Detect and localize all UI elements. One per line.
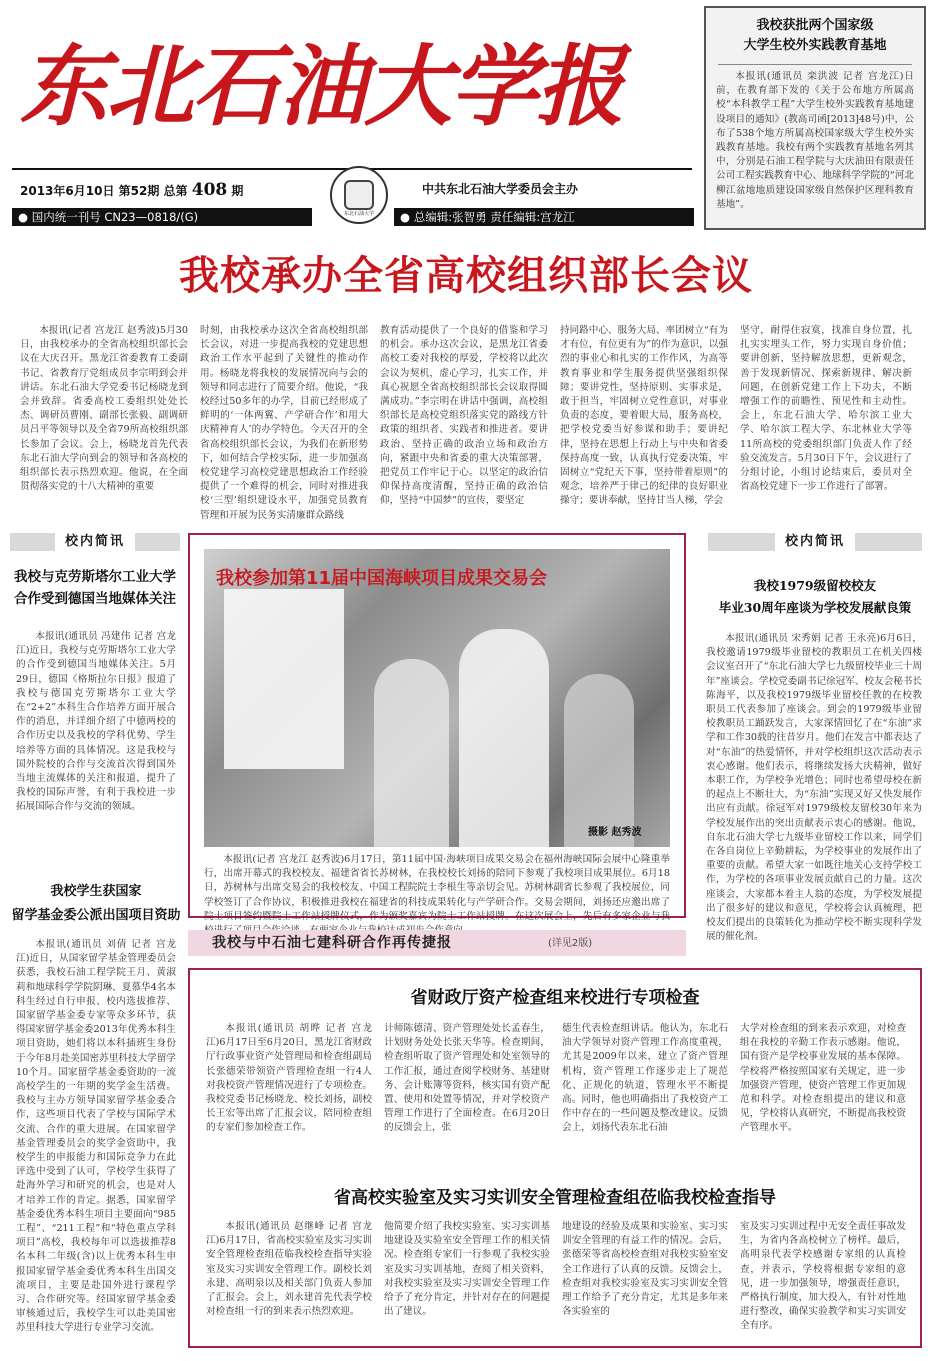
inspect-column: 地建设的经验及成果和实验室、实习实训安全管理的有益工作的情况。会后，张德荣等省高校检查组对我校实验室安全工作进行了认真的反馈。反馈会上，检查组对我校实验室及实习实训安全管理工作给予了充分肯定，尤其是多年来各实验室的 bbox=[562, 1221, 728, 1318]
right-news-body: 本报讯(通讯员 宋秀娟 记者 王永亮)6月6日，我校邀请1979级毕业留校的教职员工在机关四楼会议室召开了“东北石油大学七九级留校毕业三十周年”座谈会。学校党委副书记徐冠军、校友会秘书长陈海平，以及我校1979级毕业留校任教的在校教职员工代表参加了座谈会。到会的1979级毕业留校教职员工踊跃发言，大家深情回忆了在“东油”求学和工作30载的往昔岁月。他们在发言中都表达了对“东油”的热爱情怀，并对学校组织这次活动表示衷心感谢。他们表示，将继续发扬大庆精神，做好本职工作，为学校争光增色；同时也希望母校在新的起点上不断壮大，为“东油”实现又好又快发展作出应有贡献。徐冠军对1979级校友留校30年来为学校发展作出的突出贡献表示衷心的感谢。他说，自东北石油大学七九级毕业留校工作以来，同学们在各自岗位上辛勤耕耘，为学校事业的发展作出了重要的贡献。希望大家一如既往地关心支持学校工作，为学校的各项事业发展贡献自己的力量。这次座谈会，大家都本着主人翁的态度，为学校发展提出了很多好的建议和意见，学校将会认真梳理，把校友们提出的良策转化为推动学校不断实现科学发展的催化剂。 bbox=[706, 633, 922, 943]
right-section-bar bbox=[708, 533, 922, 551]
bullet-icon: ● bbox=[400, 210, 414, 224]
cross-ref-strip bbox=[188, 930, 686, 956]
strip-headline: 我校与中石油七建科研合作再传捷报 bbox=[212, 935, 452, 951]
photo-display-board bbox=[224, 589, 344, 769]
sponsor-line: 中共东北石油大学委员会主办 bbox=[422, 182, 579, 196]
left-section-label: 校内简讯 bbox=[55, 533, 135, 551]
inspect-column: 大学对检查组的到来表示欢迎，对检查组在我校的辛勤工作表示感谢。他说，国有资产是学校事业发展的基本保障。学校将严格按照国家有关规定，进一步加强资产管理，使资产管理工作更加规范和科学。对检查组提出的建议和意见，学校将认真研究，不断提高我校资产管理水平。 bbox=[740, 1023, 906, 1134]
cn-number: 国内统一刊号 CN23—0818/(G) bbox=[31, 210, 199, 224]
lead-column: 本报讯(记者 宫龙江 赵秀波)5月30日，由我校承办的全省高校组织部长会议在大庆召开。黑龙江省委教育工委副书记、省教育厅党组成员李宗明到会并讲话。东北石油大学党委书记杨晓龙到会并致辞。省委高校工委组织处处长杰、调研员曹刚、副部长张毅、副调研员吕平等领导以及全省79所高校组织部长参加了会议。会上，杨晓龙首先代表东北石油大学向到会的领导和各高校的组织部长表示热烈欢迎。他说，在全面贯彻落实党的十八大精神的重要 bbox=[20, 325, 188, 493]
photo-figure bbox=[459, 629, 549, 847]
inspect-column: 本报讯(通讯员 胡晔 记者 宫龙江)6月17日至6月20日，黑龙江省财政厅行政事业资产处管理局和检查组副局长张德荣带领资产管理检查组一行4人对我校资产管理情况进行了专项检查。我校党委书记杨晓龙、校长刘扬，副校长王宏等出席了汇报会议，陪同检查组的专家们参加检查工作。 bbox=[206, 1023, 372, 1134]
top-right-article bbox=[704, 6, 926, 230]
inspect-column: 计师陈德清、资产管理处处长孟春生，计划财务处处长张天华等。检查期间，检查组听取了资产管理处和处室领导的工作汇报，通过查阅学校财务、基建财务、会计账簿等资料，核实国有资产配置、使用和处置等情况，并对学校资产管理工作进行了全面检查。在6月20日的反馈会上，张 bbox=[384, 1023, 550, 1134]
strip-note: (详见2版) bbox=[548, 938, 593, 949]
lead-column: 教育活动提供了一个良好的借鉴和学习的机会。承办这次会议，是黑龙江省委高校工委对我校的厚爱，学校将以此次会议为契机，虚心学习，扎实工作，并真心祝愿全省高校组织部长会议取得圆满成功。”李宗明在讲话中强调，高校组织部长是高校党组织落实党的路线方针政策的组织者、实践者和推进者。要讲政治、坚持正确的政治立场和政治方向，紧跟中央和省委的重大决策部署，把党员工作牢记于心。以坚定的政治信仰保持高度清醒，坚持正确的政治信仰，坚持“中国梦”的宣传，要坚定 bbox=[380, 325, 548, 507]
bullet-icon: ● bbox=[18, 210, 32, 224]
inspection-box bbox=[188, 968, 922, 1348]
feature-box bbox=[188, 533, 686, 922]
masthead bbox=[12, 8, 695, 230]
top-right-headline: 我校获批两个国家级 大学生校外实践教育基地 bbox=[743, 18, 887, 53]
lead-column: 时刻，由我校承办这次全省高校组织部长会议，对进一步提高我校的党建思想政治工作水平起到了关键性的推动作用。杨晓龙将我校的发展情况向与会的领导和同志进行了简要介绍。他说，“我校经过50多年的办学，目前已经形成了鲜明的‘一体两翼、产学研合作’和用大庆精神育人’的办学特色。今天召开的全省高校组织部长会议，为我们在新形势下，如何结合学校实际，进一步加强高校党建学习高校党建思想政治工作经验提供了一个难得的机会，同时对推进我校‘三型’组织建设水平，加强党员教育管理和开展为民务实清廉群众路线 bbox=[200, 325, 368, 521]
editor-bar bbox=[394, 208, 694, 226]
cn-bar bbox=[12, 208, 312, 226]
lead-column: 坚守，耐得住寂寞，找准自身位置，扎扎实实埋头工作，努力实现自身价值；要讲创新，坚持解放思想，更新观念，善于发现新情况、探索新规律、解决新问题，在创新党建工作上下功夫，不断增强工作的前瞻性、预见性和主动性。会上，东北石油大学、哈尔滨工业大学、哈尔滨工程大学、东北林业大学等11所高校的党委组织部门负责人作了经验交流发言。5月30日下午，会议进行了分组讨论，小组讨论结束后，委员对全省高校党建下一步工作进行了部署。 bbox=[740, 325, 912, 493]
issue-number: 第52期 bbox=[118, 184, 160, 198]
feature-caption: 本报讯(记者 宫龙江 赵秀波)6月17日，第11届中国·海峡项目成果交易会在福州海峡国际会展中心隆重举行，出席开幕式的我校校友、福建省省长苏树林，在我校校长刘扬的陪同下参观了我校项目成果展位。6月18日，苏树林与出席交易会的我校校友、中国工程院院士李根生等亲切会见。苏树林副省长参观了我校展位，同学校签订了合作协议，积极推进我校在福建省的科技成果转化与产学研合作。交易会期间，刘扬还应邀出席了院士项目签约暨院士工作站授牌仪式，作为颁奖嘉宾为院士工作站授牌。在这次展会上，先后有多家企业与我 bbox=[204, 854, 670, 922]
masthead-title: 东北石油大学报 bbox=[20, 34, 623, 138]
editors: 总编辑:张智勇 责任编辑:宫龙江 bbox=[413, 210, 575, 224]
issue-date: 2013年6月10日 bbox=[20, 184, 115, 198]
photo-figure bbox=[374, 659, 449, 847]
right-section-label: 校内简讯 bbox=[775, 533, 855, 551]
inspect-column: 德生代表检查组讲话。他认为，东北石油大学领导对资产管理工作高度重视，尤其是2009年以来，建立了资产管理机构，资产管理工作逐步走上了规范化、正规化的轨道，管理水平不断提高。同时，他也明确指出了我校资产工作中存在的一些问题及整改建议。反馈会上，刘扬代表东北石油 bbox=[562, 1023, 728, 1134]
left-section-bar bbox=[10, 533, 180, 551]
left-news2-headline: 我校学生获国家 留学基金委公派出国项目资助 bbox=[11, 884, 181, 923]
inspect-column: 室及实习实训过程中无安全责任事故发生，为省内各高校树立了榜样。最后，高明泉代表学校感谢专家组的认真检查，并表示，学校将根据专家组的意见，进一步加强领导，增强责任意识，严格执行制度，加大投入，有针对性地进行整改，确保实验教学和实习实训安全有序。 bbox=[740, 1221, 906, 1332]
inspect-column: 他简要介绍了我校实验室、实习实训基地建设及实验室安全管理工作的相关情况。检查组专家们一行参观了我校实验室及实习实训基地，查阅了相关资料，对我校实验室及实习实训安全管理工作给予了充分肯定，并针对存在的问题提出了建议。 bbox=[384, 1221, 550, 1318]
left-news1-headline: 我校与克劳斯塔尔工业大学 合作受到德国当地媒体关注 bbox=[14, 569, 176, 607]
issue-line bbox=[20, 180, 243, 200]
divider bbox=[718, 64, 912, 65]
issue-total-number: 408 bbox=[191, 180, 228, 200]
photo-figure bbox=[564, 674, 634, 847]
inspect-headline-2: 省高校实验室及实习实训安全管理检查组莅临我校检查指导 bbox=[334, 1188, 776, 1208]
issue-total-suffix: 期 bbox=[231, 184, 244, 198]
issue-total-label: 总第 bbox=[163, 184, 188, 198]
seal-inner-icon bbox=[344, 180, 374, 210]
left-news1-body: 本报讯(通讯员 冯建伟 记者 宫龙江)近日，我校与克劳斯塔尔工业大学的合作受到德国当地媒体关注。5月29日，德国《格斯拉尔日报》报道了我校与德国克劳斯塔尔工业大学在“2+2”本科生合作培养方面开展合作的消息，并详细介绍了中德两校的合作历史以及我校的学科优势、学生培养等方面的具体情况。这是我校与国外院校的合作与交流首次得到国外当地主流媒体的关注和报道，提升了我校的国际声誉，有利于我校进一步拓展国际合作与交流的领域。 bbox=[16, 631, 176, 813]
photo-credit: 摄影 赵秀波 bbox=[588, 827, 642, 838]
lead-headline: 我校承办全省高校组织部长会议 bbox=[179, 253, 753, 299]
left-news2-body: 本报讯(通讯员 刘倩 记者 宫龙江)近日，从国家留学基金管理委员会获悉，我校石油工程学院王月、黄淑莉和地球科学学院阴琳、夏慕华4名本科生经过自行申报、校内选拔推荐、国家留学基金委专家等众多环节，获得国家留学基金委2013年优秀本科生项目资助，她们将以本科插班生身份于今年8月赴美国密苏里科技大学留学10个月。国家留学基金委资助的一流高校学生的一年期的奖学金生活费。我校与主办方领导国家留学基金委合作，这些项目代表了学校与国际学术交流、合作的重大进展。在国家留学基金管理委员会的奖学金资助中，我校学生的申报能力和国际竞争力在此评选中受到了认可，学校学生获得了赴海外学习和研究的机会，也是对人才培养工作的肯定。据悉，国家留学基金委优秀本科生项目主要面向“985工程”、“211工程”和“特色重点学科项目”高校，我校每年可以选拔推荐8名本科二年级(含)以上优秀本科生申报国家留学基金委优秀本科生出国交流项目，主要是赴国外进行课程学习、合作研究等。经国家留学基金委审核通过后，我校学生可以赴美国密苏里科技大学进行专业学习交流。 bbox=[16, 939, 176, 1334]
seal-text: 东北石油大学 bbox=[343, 211, 374, 217]
top-right-body: 本报讯(通讯员 栾洪波 记者 宫龙江)日前，在教育部下发的《关于公布地方所属高校“本科教学工程”大学生校外实践教育基地建设项目的通知》(教高司函[2013]48号)中，公布了538个地方所属高校国家级大学生校外实践教育基地。我校有两个实践教育基地名列其中，分别是石油工程学院与大庆油田有限责任公司工程实践教育中心、地球科学学院的“河北柳江盆地地质建设国家级自然保护区理科教育基地”。 bbox=[716, 71, 914, 210]
feature-headline: 我校参加第11届中国海峡项目成果交易会 bbox=[216, 568, 548, 589]
lead-column: 持同路中心、服务大局、率团树立“有为才有位，有位更有为”的作为意识，以强烈的事业心和扎实的工作作风，为高等教育事业和学生服务提供坚强组织保障；要讲党性，坚持原则、实事求是，敢于担当，牢固树立党性意识，对事业负责的态度，要着眼大局，服务高校，把学校党委当好参谋和助手；要讲纪律，坚持在思想上行动上与中央和省委保持高度一致，认真执行党委决策，牢固树立“党纪天下事，坚持带着原则”的观念，培养严于律己的纪律的良好职业操守；要讲奉献，坚持甘当人梯，学会 bbox=[560, 325, 728, 507]
university-seal bbox=[330, 166, 388, 224]
feature-photo bbox=[204, 549, 670, 847]
inspect-headline-1: 省财政厅资产检查组来校进行专项检查 bbox=[410, 988, 700, 1008]
inspect-column: 本报讯(通讯员 赵继峰 记者 宫龙江)6月17日，省高校实验室及实习实训安全管理检查组莅临我校检查指导实验室及实习实训安全管理工作。副校长刘永建、高明泉以及相关部门负责人参加了汇报会。会上，刘永建首先代表学校对检查组一行的到来表示热烈欢迎。 bbox=[206, 1221, 372, 1318]
right-news-headline: 我校1979级留校校友 毕业30周年座谈为学校发展献良策 bbox=[718, 578, 912, 615]
